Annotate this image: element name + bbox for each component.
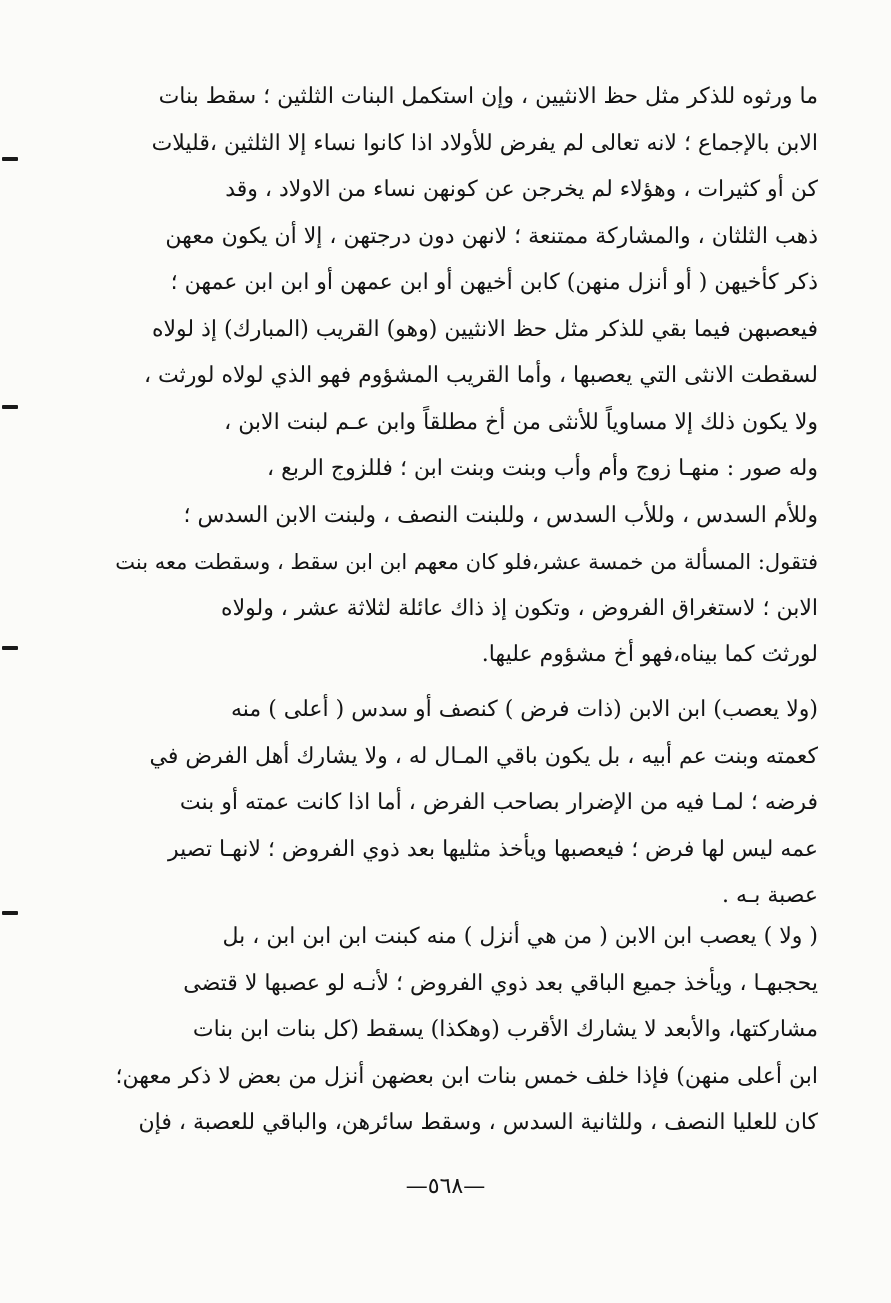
text-line: ذهب الثلثان ، والمشاركة ممتنعة ؛ لانهن دون درجتهن ، إلا أن يكون معهن: [165, 223, 818, 249]
text-line: فرضه ؛ لمـا فيه من الإضرار بصاحب الفرض ، أما اذا كانت عمته أو بنت: [179, 790, 818, 815]
margin-mark: [2, 405, 18, 409]
text-line: كعمته وبنت عم أبيه ، بل يكون باقي المـال له ، ولا يشارك أهل الفرض في: [149, 743, 818, 769]
text-line: الابن ؛ لاستغراق الفروض ، وتكون إذ ذاك عائلة لثلاثة عشر ، ولولاه: [221, 595, 818, 621]
text-line: ذكر كأخيهن ( أو أنزل منهن) كابن أخيهن أو ابن عمهن أو ابن ابن عمهن ؛: [170, 270, 818, 295]
text-line: ما ورثوه للذكر مثل حظ الانثيين ، وإن استكمل البنات الثلثين ؛ سقط بنات: [158, 84, 818, 109]
margin-mark: [2, 157, 18, 161]
margin-mark: [2, 911, 18, 915]
text-line: ابن أعلى منهن) فإذا خلف خمس بنات ابن بعضهن أنزل من بعض لا ذكر معهن؛: [115, 1063, 818, 1089]
paragraph-3: [100, 914, 818, 1147]
text-line: (ولا يعصب) ابن الابن (ذات فرض ) كنصف أو سدس ( أعلى ) منه: [231, 697, 818, 722]
text-line: كان للعليا النصف ، وللثانية السدس ، وسقط سائرهن، والباقي للعصبة ، فإن: [138, 1110, 818, 1135]
text-line: وللأم السدس ، وللأب السدس ، وللبنت النصف ، ولبنت الابن السدس ؛: [183, 502, 818, 528]
text-line: ( ولا ) يعصب ابن الابن ( من هي أنزل ) منه كبنت ابن ابن ابن ، بل: [222, 924, 818, 949]
text-line: الابن بالإجماع ؛ لانه تعالى لم يفرض للأولاد اذا كانوا نساء إلا الثلثين ،قليلات: [151, 130, 818, 156]
page-number: —٥٦٨—: [405, 1174, 486, 1199]
margin-mark: [2, 646, 18, 650]
text-line: لسقطت الانثى التي يعصبها ، وأما القريب المشؤوم فهو الذي لولاه لورثت ،: [143, 363, 818, 388]
text-line: عصبة بـه .: [722, 883, 818, 908]
text-line: فتقول: المسألة من خمسة عشر،فلو كان معهم ابن ابن سقط ، وسقطت معه بنت: [115, 550, 818, 574]
paragraph-2: [100, 687, 818, 920]
text-line: وله صور : منهـا زوج وأم وأب وبنت وبنت ابن ؛ فللزوج الربع ،: [267, 456, 818, 481]
paragraph-1: [100, 74, 818, 679]
text-line: عمه ليس لها فرض ؛ فيعصبها ويأخذ مثليها بعد ذوي الفروض ؛ لانهـا تصير: [167, 836, 818, 862]
text-line: لورثت كما بيناه،فهو أخ مشؤوم عليها.: [481, 642, 818, 667]
text-line: ولا يكون ذلك إلا مساوياً للأنثى من أخ مطلقاً وابن عـم لبنت الابن ،: [224, 409, 818, 435]
text-line: مشاركتها، والأبعد لا يشارك الأقرب (وهكذا) يسقط (كل بنات ابن بنات: [192, 1017, 818, 1042]
text-line: كن أو كثيرات ، وهؤلاء لم يخرجن عن كونهن نساء من الاولاد ، وقد: [225, 177, 818, 202]
text-line: يحجبهـا ، ويأخذ جميع الباقي بعد ذوي الفروض ؛ لأنـه لو عصبها لا قتضى: [183, 970, 818, 996]
text-line: فيعصبهن فيما بقي للذكر مثل حظ الانثيين (وهو) القريب (المبارك) إذ لولاه: [151, 316, 818, 342]
